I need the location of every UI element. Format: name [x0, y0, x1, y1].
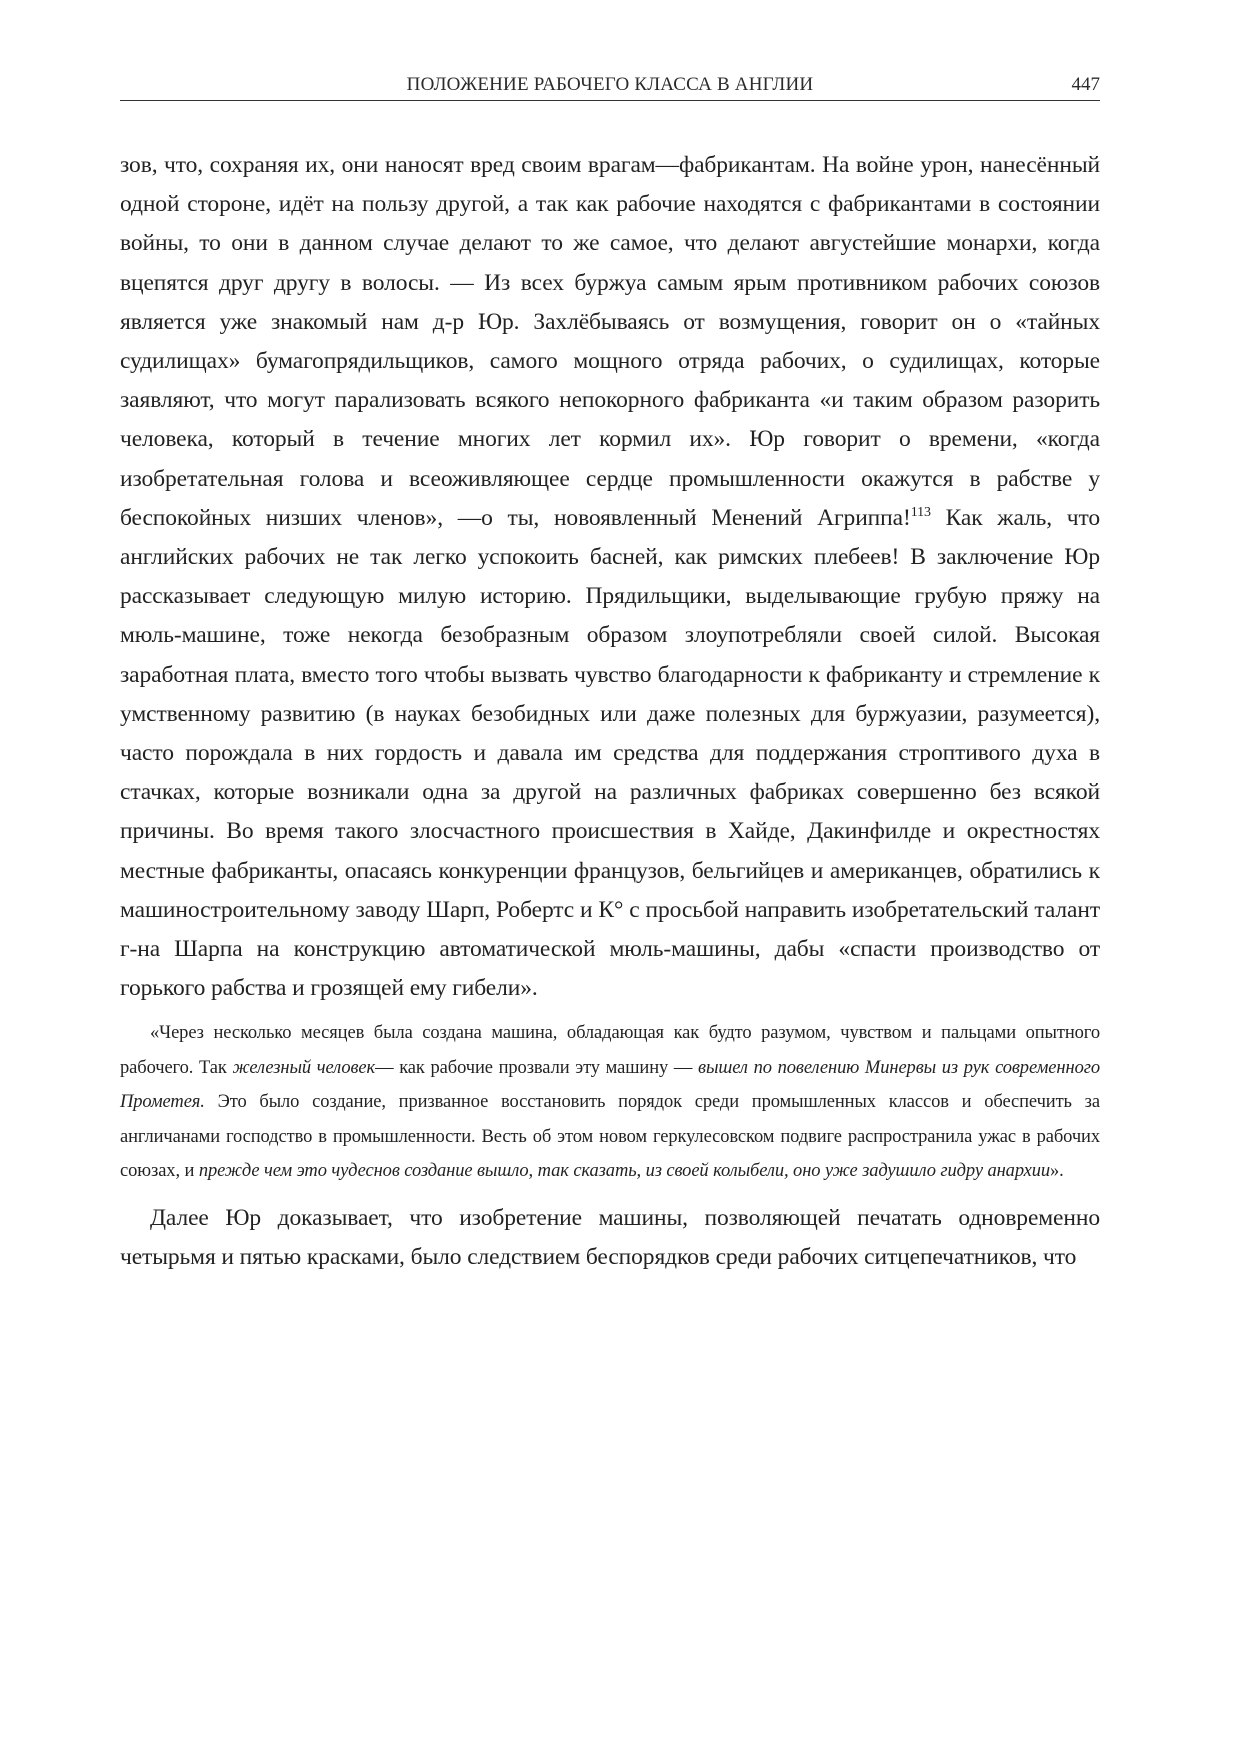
quote-text: Это было создание, призванное восстановить порядок среди промышленных классов и обеспечить за англичанами господство в промышленности. Весть об этом новом геркулесовском подвиге распространила ужас в рабочих союзах, и [120, 1092, 1100, 1182]
paragraph-text: Как жаль, что английских рабочих не так легко успокоить басней, как римских плебеев! В заключение Юр рассказывает следующую милую историю. Прядильщики, выделывающие грубую пряжу на мюль-машине, тоже некогда безобразным образом злоупотребляли своей силой. Высокая заработная плата, вместо того чтобы вызвать чувство благодарности к фабриканту и стремление к умственному развитию (в науках безобидных или даже полезных для буржуазии, разумеется), часто порождала в них гордость и давала им средства для поддержания строптивого духа в стачках, которые возникали одна за другой на различных фабриках совершенно без всякой причины. Во время такого злосчастного происшествия в Хайде, Дакинфилде и окрестностях местные фабриканты, опасаясь конкуренции французов, бельгийцев и американцев, обратились к машиностроительному заводу Шарп, Робертс и К° с просьбой направить изобретательский талант г-на Шарпа на конструкцию автоматической мюль-машины, дабы «спасти производство от горького рабства и грозящей ему гибели». [120, 504, 1100, 1002]
paragraph [120, 146, 1100, 1008]
footnote-reference[interactable]: 113 [910, 504, 931, 520]
quote-text: — как рабочие прозвали эту машину — [375, 1057, 699, 1078]
page-number: 447 [1071, 74, 1100, 95]
quote-emphasis: железный человек [232, 1057, 376, 1078]
quote-text: «Через несколько месяцев была создана машина, обладающая как будто разумом, чувством и пальцами опытного рабочего. Так [120, 1023, 1100, 1078]
paragraph: Далее Юр доказывает, что изобретение машины, позволяющей печатать одновременно четырьмя и пятью красками, было следствием беспорядков среди рабочих ситцепечатников, что [120, 1204, 1100, 1271]
running-title: ПОЛОЖЕНИЕ РАБОЧЕГО КЛАССА В АНГЛИИ [406, 74, 814, 95]
block-quote [120, 1016, 1100, 1189]
paragraph-text: зов, что, сохраняя их, они наносят вред своим врагам—фабрикантам. На войне урон, нанесённый одной стороне, идёт на пользу другой, а так как рабочие находятся с фабрикантами в состоянии войны, то они в данном случае делают то же самое, что делают августейшие монархи, когда вцепятся друг другу в волосы. — Из всех буржуа самым ярым противником рабочих союзов является уже знакомый нам д-р Юр. Захлёбываясь от возмущения, говорит он о «тайных судилищах» бумагопрядильщиков, самого мощного отряда рабочих, о судилищах, которые заявляют, что могут парализовать всякого непокорного фабриканта «и таким образом разорить человека, который в течение многих лет кормил их». Юр говорит о времени, «когда изобретательная голова и всеоживляющее сердце промышленности окажутся в рабстве у беспокойных низших членов», —о ты, новоявленный Менений Агриппа! [120, 152, 1100, 531]
quote-text: ». [1050, 1161, 1064, 1182]
quote-emphasis: прежде чем это чудеснов создание вышло, так сказать, из своей колыбели, оно уже задушило гидру анархии [198, 1161, 1051, 1182]
page-header [120, 72, 1100, 101]
quote-emphasis: вышел по повелению Минервы из рук современного Прометея. [120, 1057, 1100, 1113]
body-text [120, 146, 1100, 1277]
